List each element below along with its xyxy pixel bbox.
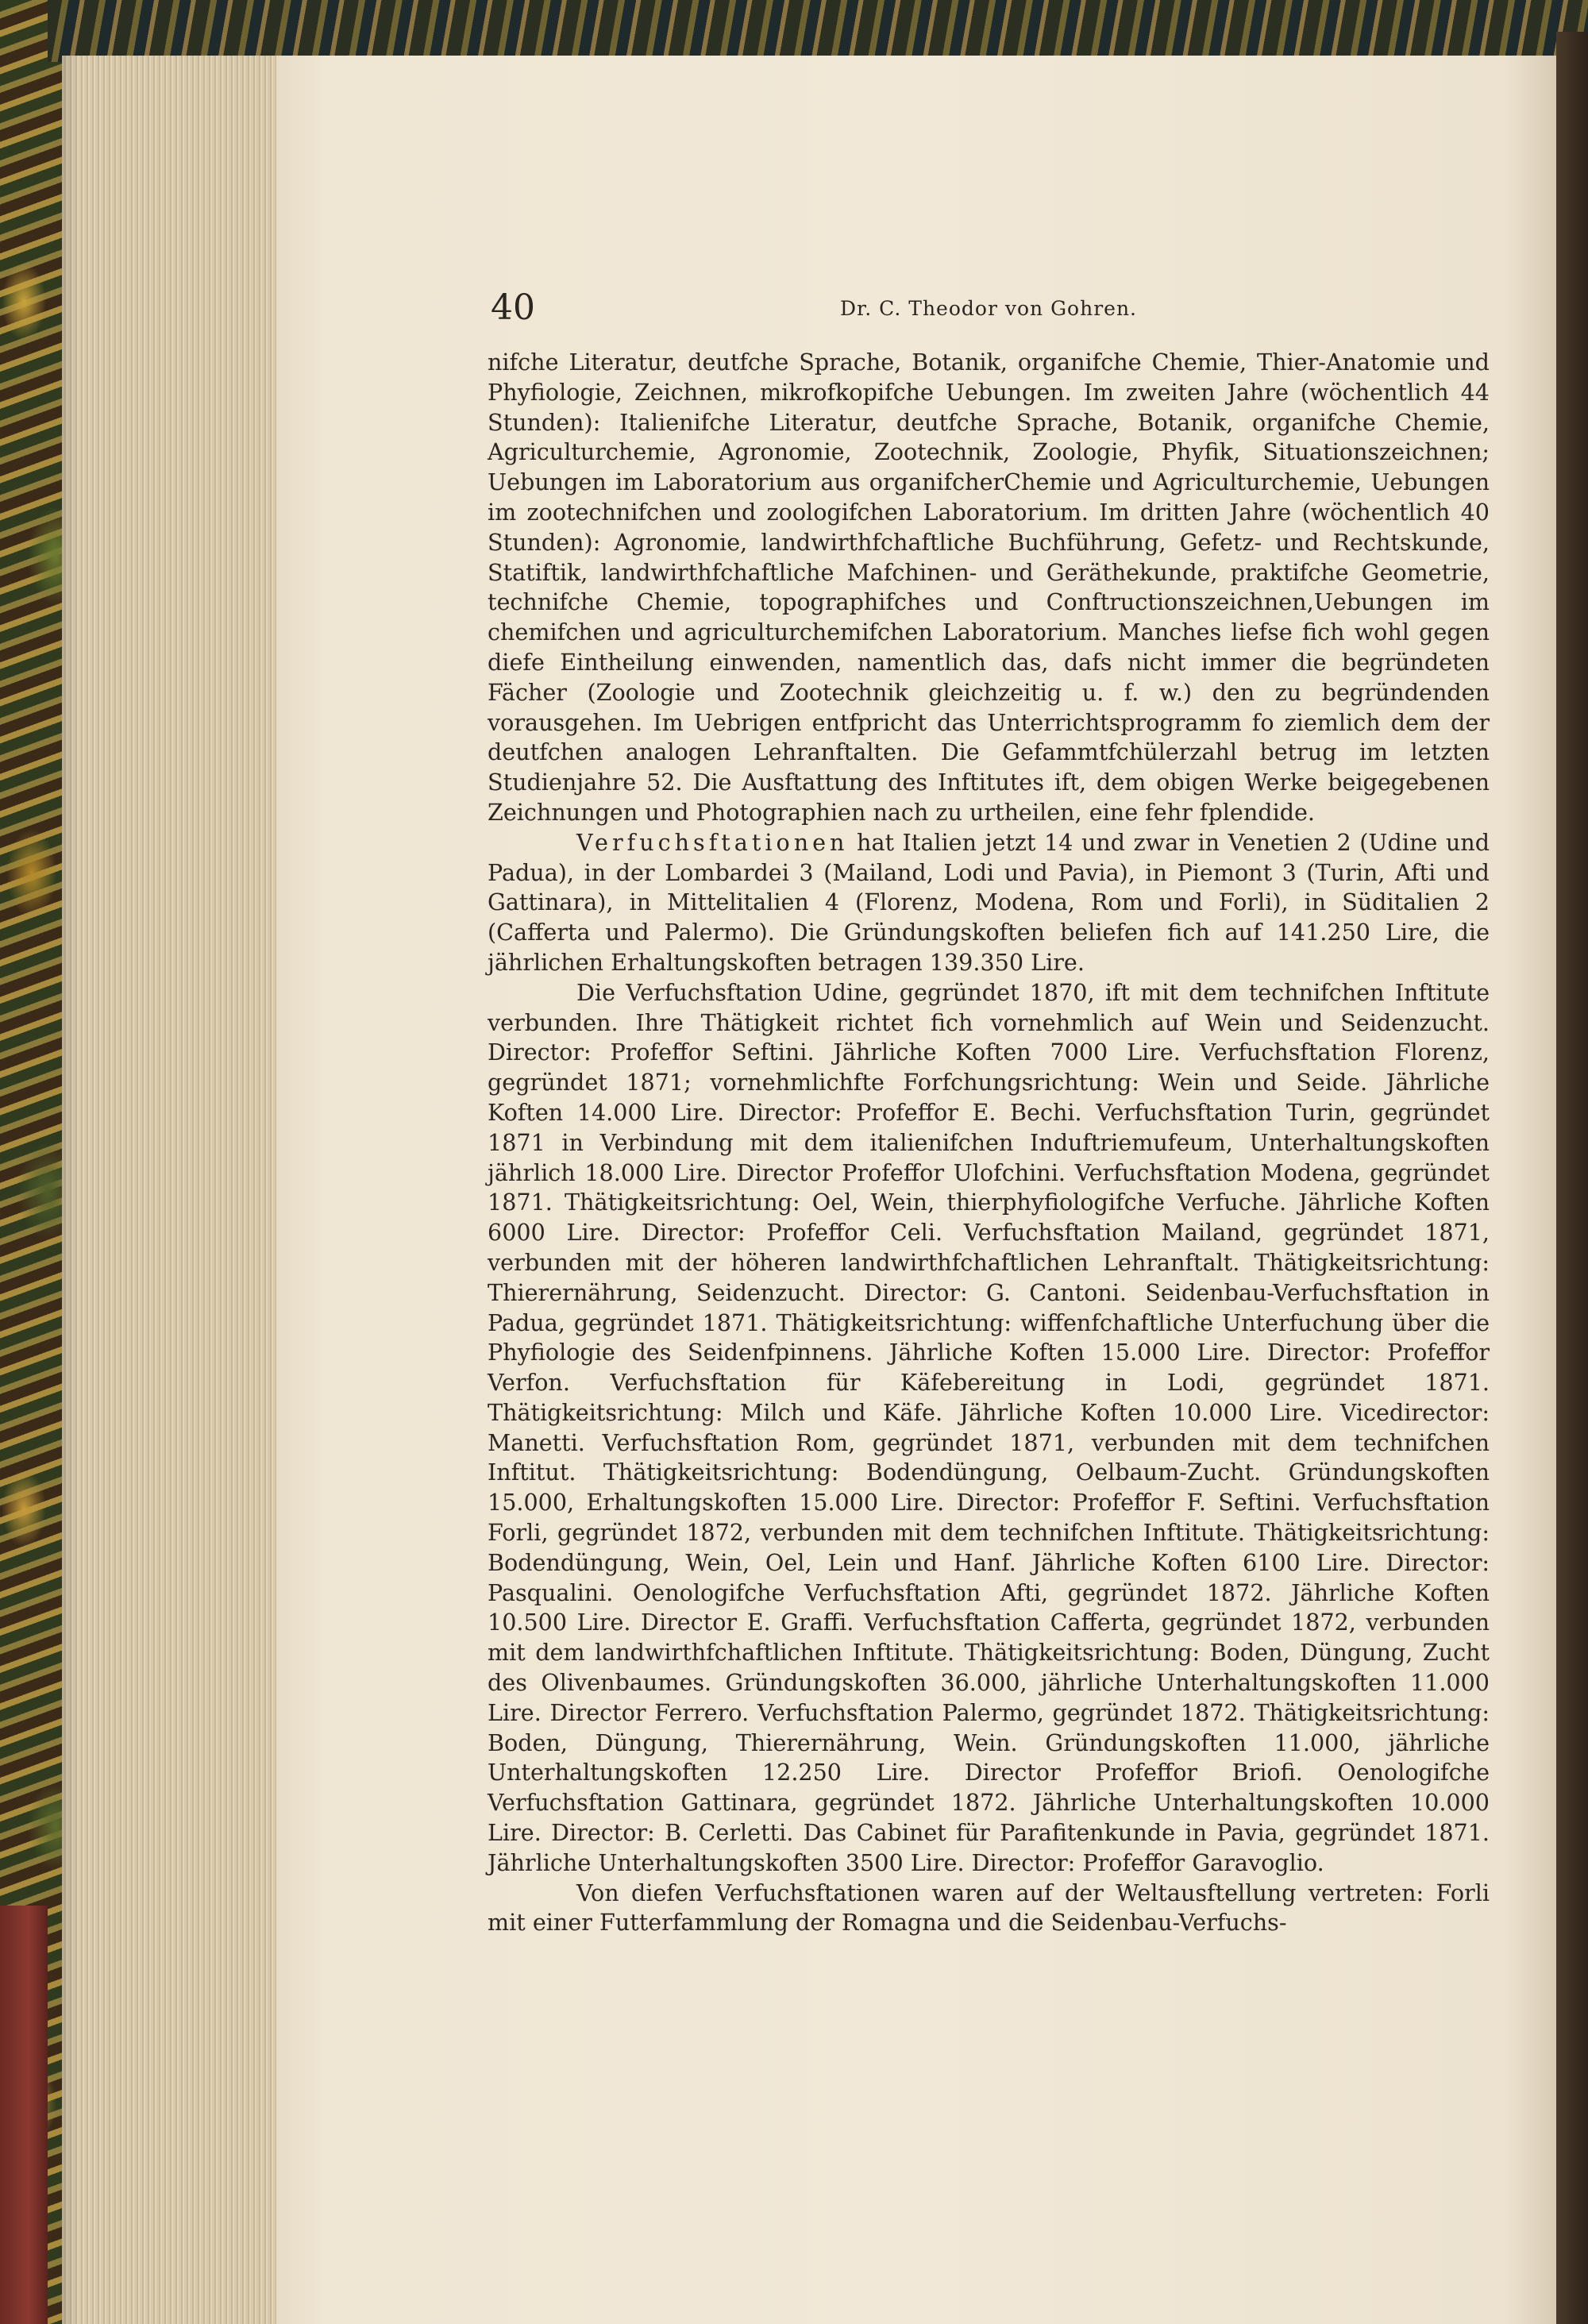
page-number: 40: [491, 287, 535, 328]
book-top-edge: [48, 0, 1588, 62]
paragraph: Die Verfuchsftation Udine, gegründet 1870, ift mit dem technifchen Inftitute verbunden. Ihre Thätigkeit richtet fich vornehmlich auf Wein und Seidenzucht. Director: Profeffor Seftini. Jährliche Koften 7000 Lire. Verfuchsftation Florenz, gegründet 1871; vornehmlichfte Forfchungsrichtung: Wein und Seide. Jährliche Koften 14.000 Lire. Director: Profeffor E. Bechi. Verfuchsftation Turin, gegründet 1871 in Verbindung mit dem italienifchen Induftriemufeum, Unterhaltungskoften jährlich 18.000 Lire. Director Profeffor Ulofchini. Verfuchsftation Modena, gegründet 1871. Thätigkeitsrichtung: Oel, Wein, thierphyfiologifche Verfuche. Jährliche Koften 6000 Lire. Director: Profeffor Celi. Verfuchsftation Mailand, gegründet 1871, verbunden mit der höheren landwirthfchaftlichen Lehranftalt. Thätigkeitsrichtung: Thierernährung, Seidenzucht. Director: G. Cantoni. Seidenbau-Verfuchsftation in Padua, gegründet 1871. Thätigkeitsrichtung: wiffenfchaftliche Unterfuchung über die Phyfiologie des Seidenfpinnens. Jährliche Koften 15.000 Lire. Director: Profeffor Verfon. Verfuchsftation für Käfebereitung in Lodi, gegründet 1871. Thätigkeitsrichtung: Milch und Käfe. Jährliche Koften 10.000 Lire. Vicedirector: Manetti. Verfuchsftation Rom, gegründet 1871, verbunden mit dem technifchen Inftitut. Thätigkeitsrichtung: Bodendüngung, Oelbaum-Zucht. Gründungskoften 15.000, Erhaltungskoften 15.000 Lire. Director: Profeffor F. Seftini. Verfuchsftation Forli, gegründet 1872, verbunden mit dem technifchen Inftitute. Thätigkeitsrichtung: Bodendüngung, Wein, Oel, Lein und Hanf. Jährliche Koften 6100 Lire. Director: Pasqualini. Oenologifche Verfuchsftation Afti, gegründet 1872. Jährliche Koften 10.500 Lire. Director E. Graffi. Verfuchsftation Cafferta, gegründet 1872, verbunden mit dem landwirthfchaftlichen Inftitute. Thätigkeitsrichtung: Boden, Düngung, Zucht des Olivenbaumes. Gründungskoften 36.000, jährliche Unterhaltungskoften 11.000 Lire. Director Ferrero. Verfuchsftation Palermo, gegründet 1872. Thätigkeitsrichtung: Boden, Düngung, Thierernährung, Wein. Gründungskoften 11.000, jährliche Unterhaltungskoften 12.250 Lire. Director Profeffor Briofi. Oenologifche Verfuchsftation Gattinara, gegründet 1872. Jährliche Unterhaltungskoften 10.000 Lire. Director: B. Cerletti. Das Cabinet für Parafitenkunde in Pavia, gegründet 1871. Jährliche Unterhaltungskoften 3500 Lire. Director: Profeffor Garavoglio.: [488, 978, 1490, 1876]
spaced-term: Verfuchsftationen: [576, 828, 849, 856]
book-spine: [0, 1906, 48, 2324]
paragraph: nifche Literatur, deutfche Sprache, Botanik, organifche Chemie, Thier-Anatomie und Phyfiologie, Zeichnen, mikrofkopifche Uebungen. Im zweiten Jahre (wöchentlich 44 Stunden): Italienifche Literatur, deutfche Sprache, Botanik, organifche Chemie, Agriculturchemie, Agronomie, Zootechnik, Zoologie, Phyfik, Situationszeichnen; Uebungen im Laboratorium aus organifcherChemie und Agriculturchemie, Uebungen im zootechnifchen und zoologifchen Laboratorium. Im dritten Jahre (wöchentlich 40 Stunden): Agronomie, landwirthfchaftliche Buchführung, Gefetz- und Rechtskunde, Statiftik, landwirthfchaftliche Mafchinen- und Geräthekunde, praktifche Geometrie, technifche Chemie, topographifches und Conftructionszeichnen,Uebungen im chemifchen und agriculturchemifchen Laboratorium. Manches liefse fich wohl gegen diefe Eintheilung einwenden, namentlich das, dafs nicht immer die begründeten Fächer (Zoologie und Zootechnik gleichzeitig u. f. w.) den zu begründenden vorausgehen. Im Uebrigen entfpricht das Unterrichtsprogramm fo ziemlich dem der deutfchen analogen Lehranftalten. Die Gefammtfchülerzahl betrug im letzten Studienjahre 52. Die Ausftattung des Inftitutes ift, dem obigen Werke beigegebenen Zeichnungen und Photographien nach zu urtheilen, eine fehr fplendide.: [488, 349, 1490, 826]
paragraph: Von diefen Verfuchsftationen waren auf der Weltausftellung vertreten: Forli mit einer Futterfammlung der Romagna und die Seidenbau-Verfuchs-: [488, 1879, 1490, 1937]
book-right-edge: [1556, 32, 1588, 2324]
page-header: [491, 287, 1151, 335]
page-stack-edges: [62, 56, 276, 2324]
paragraph-text: hat Italien jetzt 14 und zwar in Venetien 2 (Udine und Padua), in der Lombardei 3 (Mailand, Lodi und Pavia), in Piemont 3 (Turin, Afti und Gattinara), in Mittelitalien 4 (Florenz, Modena, Rom und Forli), in Süditalien 2 (Cafferta und Palermo). Die Gründungskoften beliefen fich auf 141.250 Lire, die jährlichen Erhaltungskoften betragen 139.350 Lire.: [488, 828, 1490, 976]
running-head: Dr. C. Theodor von Gohren.: [840, 297, 1137, 320]
body-text: [488, 348, 1490, 1938]
paragraph: [488, 828, 1490, 978]
